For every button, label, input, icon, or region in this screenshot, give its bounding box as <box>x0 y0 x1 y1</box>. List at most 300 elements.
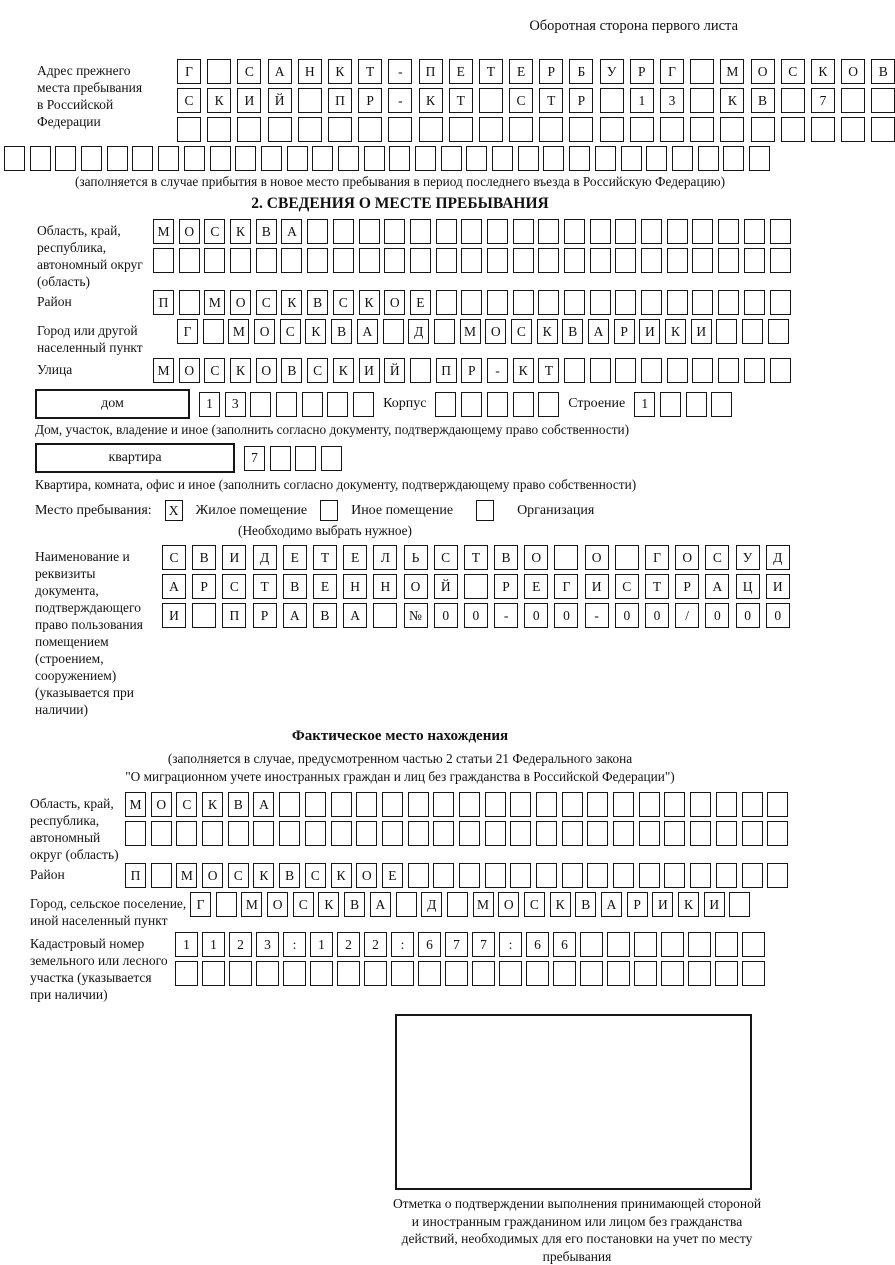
char-box <box>510 863 531 888</box>
char-box: Б <box>569 59 593 84</box>
char-box: К <box>359 290 380 315</box>
char-box: И <box>639 319 660 344</box>
char-box: С <box>524 892 545 917</box>
char-box <box>389 146 410 171</box>
s2-oblast-label: Область, край, республика, автономный округ (область) <box>37 223 143 289</box>
char-box <box>641 290 662 315</box>
char-box <box>690 792 711 817</box>
char-box <box>590 219 611 244</box>
char-box <box>564 219 585 244</box>
fact-oblast-row-1 <box>125 792 788 817</box>
char-box <box>667 219 688 244</box>
dom-note: Дом, участок, владение и иное (заполнить согласно документу, подтверждающему право собственности) <box>35 422 630 437</box>
char-box: О <box>256 358 277 383</box>
char-box <box>513 219 534 244</box>
char-box <box>408 821 429 846</box>
char-box <box>81 146 102 171</box>
char-box <box>716 863 737 888</box>
char-box <box>433 821 454 846</box>
char-box <box>634 961 657 986</box>
char-box: К <box>333 358 354 383</box>
prev-address-row-3 <box>177 117 895 142</box>
char-box: Е <box>283 545 307 570</box>
char-box: 6 <box>553 932 576 957</box>
s2-raion-row <box>153 290 791 315</box>
mesto-row <box>35 500 800 521</box>
char-box: 1 <box>310 932 333 957</box>
char-box: Й <box>434 574 458 599</box>
char-box: О <box>498 892 519 917</box>
char-box <box>711 392 732 417</box>
char-box <box>513 290 534 315</box>
inoe-label: Иное помещение <box>351 502 454 518</box>
char-box: Д <box>408 319 429 344</box>
char-box: В <box>279 863 300 888</box>
char-box <box>228 821 249 846</box>
char-box: К <box>720 88 744 113</box>
char-box: Е <box>343 545 367 570</box>
char-box <box>767 863 788 888</box>
char-box <box>459 863 480 888</box>
fact-kadastr-row-2 <box>175 961 765 986</box>
char-box <box>179 248 200 273</box>
char-box <box>692 358 713 383</box>
char-box <box>256 248 277 273</box>
char-box <box>382 792 403 817</box>
char-box <box>310 961 333 986</box>
char-box <box>580 932 603 957</box>
char-box <box>107 146 128 171</box>
char-box <box>151 821 172 846</box>
char-box <box>613 821 634 846</box>
char-box <box>433 863 454 888</box>
char-box <box>718 358 739 383</box>
char-box: К <box>202 792 223 817</box>
char-box <box>664 863 685 888</box>
char-box: К <box>811 59 835 84</box>
char-box <box>543 146 564 171</box>
doc-row-3 <box>162 603 790 628</box>
char-box: С <box>162 545 186 570</box>
fact-title: Фактическое место нахождения <box>291 728 509 744</box>
char-box: : <box>499 932 522 957</box>
char-box <box>461 290 482 315</box>
char-box <box>125 821 146 846</box>
char-box: Ь <box>404 545 428 570</box>
char-box: Т <box>313 545 337 570</box>
char-box <box>487 248 508 273</box>
char-box: Г <box>554 574 578 599</box>
char-box <box>667 248 688 273</box>
char-box: В <box>256 219 277 244</box>
char-box: Ц <box>736 574 760 599</box>
char-box: К <box>207 88 231 113</box>
char-box <box>321 446 342 471</box>
char-box: А <box>357 319 378 344</box>
char-box <box>564 290 585 315</box>
char-box <box>621 146 642 171</box>
char-box <box>202 821 223 846</box>
prev-address-rows <box>177 59 895 142</box>
char-box <box>767 821 788 846</box>
char-box: П <box>328 88 352 113</box>
char-box <box>538 290 559 315</box>
char-box <box>356 792 377 817</box>
char-box: 1 <box>175 932 198 957</box>
char-box: Р <box>614 319 635 344</box>
char-box <box>688 932 711 957</box>
char-box: 0 <box>524 603 548 628</box>
char-box <box>295 446 316 471</box>
char-box <box>436 248 457 273</box>
char-box: Е <box>382 863 403 888</box>
inoe-checkbox <box>320 500 338 521</box>
char-box <box>396 892 417 917</box>
char-box: В <box>283 574 307 599</box>
s2-gorod-label: Город или другой населенный пункт <box>37 323 143 355</box>
kvartira-note: Квартира, комната, офис и иное (заполнить согласно документу, подтверждающему право собственности) <box>35 477 637 492</box>
char-box <box>641 219 662 244</box>
char-box: И <box>222 545 246 570</box>
doc-label: Наименование и реквизиты документа, подтверждающего право пользования помещением (строением, сооружением) (указывается при наличии) <box>35 549 143 717</box>
char-box: К <box>678 892 699 917</box>
char-box: Р <box>461 358 482 383</box>
char-box: М <box>473 892 494 917</box>
char-box: О <box>230 290 251 315</box>
char-box: С <box>705 545 729 570</box>
char-box <box>55 146 76 171</box>
char-box: 3 <box>256 932 279 957</box>
char-box: П <box>436 358 457 383</box>
char-box: С <box>222 574 246 599</box>
char-box <box>268 117 292 142</box>
char-box <box>184 146 205 171</box>
char-box <box>536 821 557 846</box>
char-box <box>744 248 765 273</box>
char-box: В <box>228 792 249 817</box>
char-box <box>569 117 593 142</box>
char-box: О <box>751 59 775 84</box>
char-box: В <box>344 892 365 917</box>
char-box: И <box>162 603 186 628</box>
char-box: Е <box>410 290 431 315</box>
char-box <box>661 961 684 986</box>
char-box <box>333 248 354 273</box>
char-box: С <box>228 863 249 888</box>
char-box: О <box>254 319 275 344</box>
char-box <box>487 392 508 417</box>
char-box <box>338 146 359 171</box>
char-box <box>436 290 457 315</box>
char-box: Г <box>177 319 198 344</box>
char-box <box>487 219 508 244</box>
char-box <box>485 863 506 888</box>
char-box: П <box>222 603 246 628</box>
char-box <box>770 290 791 315</box>
char-box <box>229 961 252 986</box>
char-box <box>600 88 624 113</box>
char-box: 0 <box>615 603 639 628</box>
char-box: С <box>204 219 225 244</box>
char-box: К <box>230 219 251 244</box>
char-box: С <box>176 792 197 817</box>
char-box: М <box>241 892 262 917</box>
char-box: 2 <box>364 932 387 957</box>
char-box <box>664 821 685 846</box>
char-box <box>445 961 468 986</box>
stamp-caption: Отметка о подтверждении выполнения принимающей стороной и иностранным гражданином или лицом без гражданства действий, необходимых для его постановки на учет по месту пребывания <box>392 1196 762 1264</box>
fact-kadastr-row-1 <box>175 932 765 957</box>
char-box <box>742 961 765 986</box>
char-box <box>615 545 639 570</box>
char-box: О <box>841 59 865 84</box>
char-box: А <box>343 603 367 628</box>
fact-raion-row <box>125 863 788 888</box>
char-box: - <box>388 88 412 113</box>
char-box <box>418 961 441 986</box>
stroenie-label: Строение <box>568 396 626 411</box>
char-box <box>536 863 557 888</box>
char-box: В <box>331 319 352 344</box>
char-box <box>720 117 744 142</box>
char-box: О <box>384 290 405 315</box>
fact-oblast-row-2 <box>125 821 788 846</box>
char-box <box>661 932 684 957</box>
char-box: 7 <box>472 932 495 957</box>
char-box: М <box>125 792 146 817</box>
char-box <box>250 392 271 417</box>
char-box <box>207 117 231 142</box>
char-box <box>177 117 201 142</box>
char-box <box>510 792 531 817</box>
char-box: О <box>151 792 172 817</box>
char-box <box>408 792 429 817</box>
char-box: Р <box>627 892 648 917</box>
char-box <box>333 219 354 244</box>
char-box: Г <box>645 545 669 570</box>
char-box <box>4 146 25 171</box>
char-box <box>615 219 636 244</box>
char-box: С <box>280 319 301 344</box>
char-box <box>539 117 563 142</box>
char-box: К <box>328 59 352 84</box>
char-box <box>690 117 714 142</box>
fact-raion-label: Район <box>30 867 65 882</box>
char-box <box>279 792 300 817</box>
char-box <box>237 117 261 142</box>
char-box: М <box>176 863 197 888</box>
char-box: 1 <box>630 88 654 113</box>
char-box: М <box>153 219 174 244</box>
char-box <box>230 248 251 273</box>
char-box <box>841 117 865 142</box>
char-box: В <box>562 319 583 344</box>
s2-ulitsa-label: Улица <box>37 362 73 377</box>
char-box <box>419 117 443 142</box>
char-box <box>716 821 737 846</box>
char-box: О <box>202 863 223 888</box>
prev-address-note: (заполняется в случае прибытия в новое место пребывания в период последнего въезда в Российскую Федерацию) <box>74 174 726 189</box>
char-box: К <box>537 319 558 344</box>
char-box <box>298 117 322 142</box>
char-box: 2 <box>337 932 360 957</box>
char-box: В <box>281 358 302 383</box>
char-box: А <box>283 603 307 628</box>
char-box <box>600 117 624 142</box>
char-box <box>287 146 308 171</box>
char-box <box>192 603 216 628</box>
char-box: Р <box>630 59 654 84</box>
char-box: И <box>704 892 725 917</box>
char-box <box>564 358 585 383</box>
char-box <box>364 146 385 171</box>
char-box: В <box>575 892 596 917</box>
char-box: Р <box>539 59 563 84</box>
char-box: 7 <box>811 88 835 113</box>
char-box <box>871 117 895 142</box>
char-box: Й <box>384 358 405 383</box>
char-box: С <box>237 59 261 84</box>
char-box: Е <box>524 574 548 599</box>
char-box <box>660 117 684 142</box>
char-box <box>202 961 225 986</box>
char-box: Т <box>464 545 488 570</box>
char-box <box>331 792 352 817</box>
char-box <box>513 392 534 417</box>
s2-gorod-row <box>177 319 789 344</box>
char-box: О <box>675 545 699 570</box>
char-box: Е <box>313 574 337 599</box>
dom-box: дом <box>35 389 190 419</box>
char-box <box>587 863 608 888</box>
char-box: В <box>313 603 337 628</box>
char-box: И <box>359 358 380 383</box>
char-box <box>472 961 495 986</box>
char-box <box>615 290 636 315</box>
org-label: Организация <box>517 502 595 518</box>
char-box: 0 <box>464 603 488 628</box>
fact-oblast-field <box>30 792 800 863</box>
char-box <box>492 146 513 171</box>
char-box <box>744 219 765 244</box>
char-box <box>690 59 714 84</box>
char-box: П <box>125 863 146 888</box>
dom-cells <box>199 392 374 417</box>
char-box <box>364 961 387 986</box>
s2-raion-field <box>37 290 800 315</box>
char-box: Г <box>177 59 201 84</box>
char-box <box>459 792 480 817</box>
char-box <box>630 117 654 142</box>
char-box <box>718 248 739 273</box>
char-box <box>331 821 352 846</box>
char-box: - <box>585 603 609 628</box>
char-box <box>235 146 256 171</box>
char-box <box>283 961 306 986</box>
char-box: П <box>419 59 443 84</box>
char-box: К <box>513 358 534 383</box>
char-box: 1 <box>202 932 225 957</box>
char-box <box>158 146 179 171</box>
korpus-label: Корпус <box>383 396 427 411</box>
char-box: У <box>600 59 624 84</box>
char-box <box>479 88 503 113</box>
char-box: Г <box>190 892 211 917</box>
char-box: С <box>305 863 326 888</box>
char-box <box>276 392 297 417</box>
char-box: О <box>267 892 288 917</box>
char-box: Е <box>449 59 473 84</box>
char-box <box>639 792 660 817</box>
char-box: К <box>230 358 251 383</box>
fact-kadastr-label: Кадастровый номер земельного или лесного участка (указывается при наличии) <box>30 936 168 1002</box>
char-box: Р <box>675 574 699 599</box>
char-box <box>615 358 636 383</box>
char-box <box>639 821 660 846</box>
char-box: Т <box>358 59 382 84</box>
char-box <box>388 117 412 142</box>
char-box: К <box>253 863 274 888</box>
char-box: И <box>766 574 790 599</box>
char-box <box>461 219 482 244</box>
char-box <box>569 146 590 171</box>
char-box <box>461 248 482 273</box>
char-box <box>770 248 791 273</box>
char-box <box>153 248 174 273</box>
char-box <box>672 146 693 171</box>
char-box: 0 <box>736 603 760 628</box>
char-box <box>607 932 630 957</box>
char-box: - <box>487 358 508 383</box>
char-box: К <box>281 290 302 315</box>
s2-raion-label: Район <box>37 294 72 309</box>
stamp-box <box>395 1014 752 1190</box>
char-box <box>337 961 360 986</box>
char-box <box>690 863 711 888</box>
char-box <box>327 392 348 417</box>
char-box: 0 <box>645 603 669 628</box>
char-box <box>742 319 763 344</box>
char-box: И <box>237 88 261 113</box>
char-box <box>382 821 403 846</box>
char-box <box>281 248 302 273</box>
char-box <box>667 290 688 315</box>
char-box <box>742 821 763 846</box>
char-box: / <box>675 603 699 628</box>
char-box: С <box>511 319 532 344</box>
fact-gorod-row <box>190 892 750 917</box>
fact-kadastr-field <box>30 932 800 1003</box>
char-box: М <box>460 319 481 344</box>
char-box <box>253 821 274 846</box>
char-box: Й <box>268 88 292 113</box>
char-box <box>408 863 429 888</box>
char-box <box>781 117 805 142</box>
char-box <box>305 792 326 817</box>
char-box <box>312 146 333 171</box>
char-box <box>639 863 660 888</box>
char-box <box>698 146 719 171</box>
char-box: 7 <box>445 932 468 957</box>
char-box: 6 <box>526 932 549 957</box>
char-box: К <box>318 892 339 917</box>
char-box <box>615 248 636 273</box>
s2-ulitsa-field <box>37 358 800 383</box>
char-box: А <box>588 319 609 344</box>
char-box <box>305 821 326 846</box>
char-box <box>667 358 688 383</box>
char-box <box>499 961 522 986</box>
